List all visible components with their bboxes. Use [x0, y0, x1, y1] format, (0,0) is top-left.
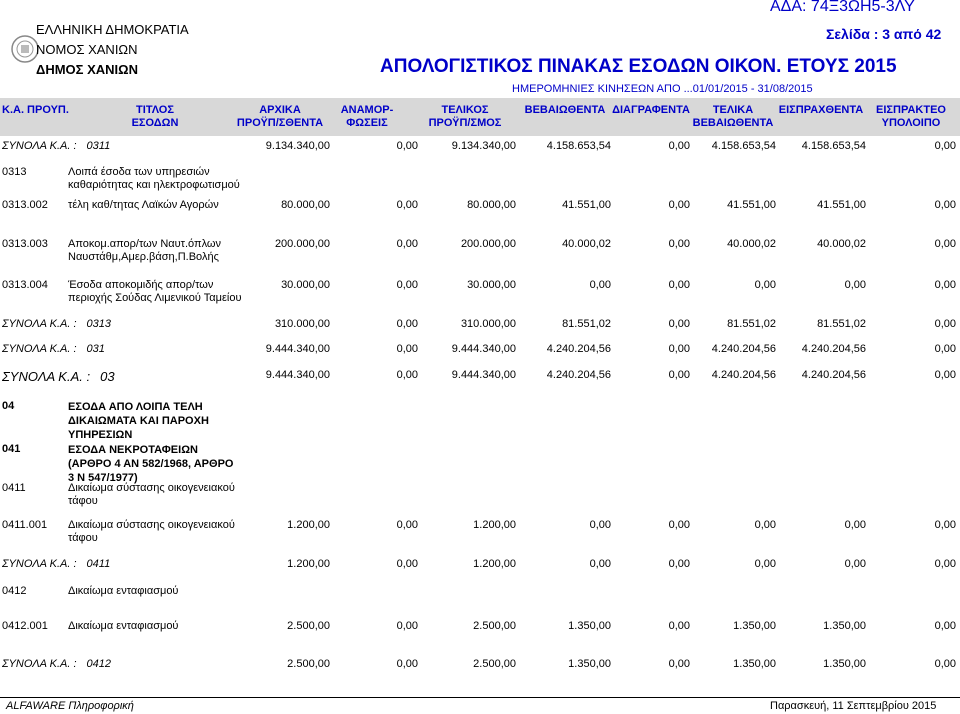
amount-cell: 40.000,02 [727, 238, 776, 250]
amount-cell: 0,00 [589, 279, 611, 291]
amount-cell: 4.240.204,56 [801, 369, 866, 381]
amount-cell: 0,00 [754, 519, 776, 531]
amount-cell: 1.350,00 [823, 658, 866, 670]
account-description: ΕΣΟΔΑ ΝΕΚΡΟΤΑΦΕΙΩΝ (ΑΡΘΡΟ 4 ΑΝ 582/1968, ΑΡΘΡΟ 3 Ν 547/1977) [68, 444, 234, 484]
col-header-certified: ΒΕΒΑΙΩΘΕΝΤΑ [524, 104, 606, 116]
amount-cell: 0,00 [396, 238, 418, 250]
col-header-code: Κ.Α. ΠΡΟΥΠ. [2, 104, 69, 116]
total-code: 031 [86, 343, 105, 355]
amount-cell: 0,00 [396, 658, 418, 670]
amount-cell: 80.000,00 [281, 199, 330, 211]
amount-cell: 1.200,00 [287, 558, 330, 570]
amount-cell: 9.444.340,00 [451, 369, 516, 381]
account-code: 0313.002 [2, 199, 48, 211]
amount-cell: 0,00 [396, 369, 418, 381]
footer-date: Παρασκευή, 11 Σεπτεμβρίου 2015 [770, 700, 937, 712]
amount-cell: 0,00 [668, 343, 690, 355]
account-code: 0313.003 [2, 238, 48, 250]
account-description: Δικαίωμα σύστασης οικογενειακού τάφου [68, 519, 235, 544]
total-prefix: ΣΥΝΟΛΑ Κ.Α. : [2, 558, 77, 570]
amount-cell: 4.240.204,56 [546, 369, 611, 381]
amount-cell: 0,00 [668, 620, 690, 632]
footer [0, 697, 960, 714]
account-description: Λοιπά έσοδα των υπηρεσιών καθαριότητας και ηλεκτροφωτισμού [68, 166, 240, 191]
total-code: 03 [100, 369, 115, 384]
amount-cell: 4.158.653,54 [711, 140, 776, 152]
total-label [2, 318, 111, 330]
amount-cell: 0,00 [668, 279, 690, 291]
total-prefix: ΣΥΝΟΛΑ Κ.Α. : [2, 343, 77, 355]
amount-cell: 0,00 [396, 199, 418, 211]
amount-cell: 2.500,00 [473, 620, 516, 632]
account-description: τέλη καθ/τητας Λαϊκών Αγορών [68, 199, 219, 211]
amount-cell: 0,00 [934, 369, 956, 381]
amount-cell: 2.500,00 [287, 658, 330, 670]
amount-cell: 1.200,00 [473, 558, 516, 570]
amount-cell: 1.350,00 [823, 620, 866, 632]
col-header-adjust: ΑΝΑΜΟΡ- ΦΩΣΕΙΣ [340, 104, 394, 129]
amount-cell: 0,00 [668, 558, 690, 570]
amount-cell: 0,00 [844, 558, 866, 570]
amount-cell: 81.551,02 [727, 318, 776, 330]
amount-cell: 1.200,00 [473, 519, 516, 531]
amount-cell: 0,00 [934, 199, 956, 211]
amount-cell: 0,00 [396, 318, 418, 330]
amount-cell: 200.000,00 [274, 238, 330, 250]
account-code: 0313.004 [2, 279, 48, 291]
amount-cell: 30.000,00 [467, 279, 516, 291]
amount-cell: 0,00 [396, 343, 418, 355]
amount-cell: 0,00 [668, 369, 690, 381]
amount-cell: 41.551,00 [727, 199, 776, 211]
account-description: Δικαίωμα ενταφιασμού [68, 620, 179, 632]
amount-cell: 4.240.204,56 [711, 343, 776, 355]
amount-cell: 2.500,00 [473, 658, 516, 670]
amount-cell: 0,00 [589, 519, 611, 531]
amount-cell: 41.551,00 [817, 199, 866, 211]
amount-cell: 9.134.340,00 [265, 140, 330, 152]
amount-cell: 81.551,02 [562, 318, 611, 330]
amount-cell: 0,00 [934, 558, 956, 570]
total-label [2, 369, 115, 384]
amount-cell: 0,00 [668, 318, 690, 330]
col-header-deleted: ΔΙΑΓΡΑΦΕΝΤΑ [612, 104, 690, 116]
total-code: 0411 [86, 558, 111, 570]
republic-label: ΕΛΛΗΝΙΚΗ ΔΗΜΟΚΡΑΤΙΑ [36, 22, 189, 37]
amount-cell: 0,00 [668, 140, 690, 152]
account-description: ΕΣΟΔΑ ΑΠΟ ΛΟΙΠΑ ΤΕΛΗ ΔΙΚΑΙΩΜΑΤΑ ΚΑΙ ΠΑΡΟΧΗ ΥΠΗΡΕΣΙΩΝ [68, 401, 209, 441]
total-prefix: ΣΥΝΟΛΑ Κ.Α. : [2, 658, 77, 670]
amount-cell: 0,00 [396, 279, 418, 291]
amount-cell: 4.240.204,56 [711, 369, 776, 381]
total-code: 0412 [86, 658, 112, 670]
amount-cell: 40.000,02 [817, 238, 866, 250]
amount-cell: 1.350,00 [568, 658, 611, 670]
amount-cell: 9.444.340,00 [265, 369, 330, 381]
account-code: 0411.001 [2, 519, 48, 531]
amount-cell: 9.444.340,00 [451, 343, 516, 355]
col-header-final-budget: ΤΕΛΙΚΟΣ ΠΡΟΫΠ/ΣΜΟΣ [428, 104, 502, 129]
amount-cell: 0,00 [668, 199, 690, 211]
amount-cell: 0,00 [396, 558, 418, 570]
account-description: Δικαίωμα ενταφιασμού [68, 585, 179, 597]
account-code: 0412.001 [2, 620, 48, 632]
account-description: Έσοδα αποκομιδής απορ/των περιοχής Σούδας Λιμενικού Ταμείου [68, 279, 242, 304]
total-label [2, 658, 111, 670]
total-label [2, 558, 110, 570]
amount-cell: 0,00 [668, 519, 690, 531]
amount-cell: 200.000,00 [460, 238, 516, 250]
amount-cell: 30.000,00 [281, 279, 330, 291]
amount-cell: 0,00 [934, 140, 956, 152]
amount-cell: 4.158.653,54 [546, 140, 611, 152]
amount-cell: 0,00 [934, 620, 956, 632]
amount-cell: 80.000,00 [467, 199, 516, 211]
amount-cell: 0,00 [844, 279, 866, 291]
amount-cell: 0,00 [396, 519, 418, 531]
amount-cell: 9.134.340,00 [451, 140, 516, 152]
amount-cell: 0,00 [934, 519, 956, 531]
amount-cell: 0,00 [754, 279, 776, 291]
amount-cell: 0,00 [754, 558, 776, 570]
amount-cell: 0,00 [396, 140, 418, 152]
date-range: ΗΜΕΡΟΜΗΝΙΕΣ ΚΙΝΗΣΕΩΝ ΑΠΟ ...01/01/2015 - 31/08/2015 [512, 83, 813, 95]
total-code: 0311 [86, 140, 111, 152]
ada-code: ΑΔΑ: 74Ξ3ΩΗ5-3ΛΥ [770, 0, 915, 15]
amount-cell: 0,00 [396, 620, 418, 632]
account-description: Αποκομ.απορ/των Ναυτ.όπλων Ναυστάθμ,Αμερ.βάση,Π.Βολής [68, 238, 222, 263]
col-header-initial: ΑΡΧΙΚΑ ΠΡΟΫΠ/ΣΘΕΝΤΑ [236, 104, 324, 129]
col-header-final-certified: ΤΕΛΙΚΑ ΒΕΒΑΙΩΘΕΝΤΑ [692, 104, 774, 129]
amount-cell: 310.000,00 [274, 318, 330, 330]
prefecture-label: ΝΟΜΟΣ ΧΑΝΙΩΝ [36, 42, 138, 57]
total-prefix: ΣΥΝΟΛΑ Κ.Α. : [2, 369, 91, 384]
amount-cell: 1.350,00 [733, 658, 776, 670]
amount-cell: 4.240.204,56 [801, 343, 866, 355]
account-description: Δικαίωμα σύστασης οικογενειακού τάφου [68, 482, 235, 507]
municipality-label: ΔΗΜΟΣ ΧΑΝΙΩΝ [36, 62, 138, 77]
amount-cell: 0,00 [934, 318, 956, 330]
col-header-receivable: ΕΙΣΠΡΑΚΤΕΟ ΥΠΟΛΟΙΠΟ [876, 104, 946, 129]
account-code: 04 [2, 400, 15, 412]
page-number: Σελίδα : 3 από 42 [826, 26, 942, 42]
report-title: ΑΠΟΛΟΓΙΣΤΙΚΟΣ ΠΙΝΑΚΑΣ ΕΣΟΔΩΝ ΟΙΚΟΝ. ΕΤΟΥΣ 2015 [380, 56, 897, 77]
amount-cell: 0,00 [934, 279, 956, 291]
amount-cell: 1.350,00 [568, 620, 611, 632]
total-label [2, 140, 110, 152]
total-code: 0313 [86, 318, 112, 330]
amount-cell: 9.444.340,00 [265, 343, 330, 355]
footer-vendor: ALFAWARE Πληροφορική [6, 700, 134, 712]
total-label [2, 343, 105, 355]
amount-cell: 4.158.653,54 [801, 140, 866, 152]
account-code: 041 [2, 443, 21, 455]
account-code: 0411 [2, 482, 26, 494]
amount-cell: 0,00 [934, 238, 956, 250]
amount-cell: 0,00 [934, 658, 956, 670]
amount-cell: 310.000,00 [460, 318, 516, 330]
amount-cell: 0,00 [934, 343, 956, 355]
total-prefix: ΣΥΝΟΛΑ Κ.Α. : [2, 140, 77, 152]
account-code: 0412 [2, 585, 27, 597]
amount-cell: 2.500,00 [287, 620, 330, 632]
col-header-title: ΤΙΤΛΟΣ ΕΣΟΔΩΝ [131, 104, 179, 129]
amount-cell: 0,00 [589, 558, 611, 570]
total-prefix: ΣΥΝΟΛΑ Κ.Α. : [2, 318, 77, 330]
account-code: 0313 [2, 166, 27, 178]
col-header-collected: ΕΙΣΠΡΑΧΘΕΝΤΑ [778, 104, 864, 116]
amount-cell: 40.000,02 [562, 238, 611, 250]
amount-cell: 4.240.204,56 [546, 343, 611, 355]
amount-cell: 0,00 [668, 238, 690, 250]
amount-cell: 0,00 [668, 658, 690, 670]
amount-cell: 1.200,00 [287, 519, 330, 531]
amount-cell: 1.350,00 [733, 620, 776, 632]
amount-cell: 0,00 [844, 519, 866, 531]
amount-cell: 81.551,02 [817, 318, 866, 330]
amount-cell: 41.551,00 [562, 199, 611, 211]
